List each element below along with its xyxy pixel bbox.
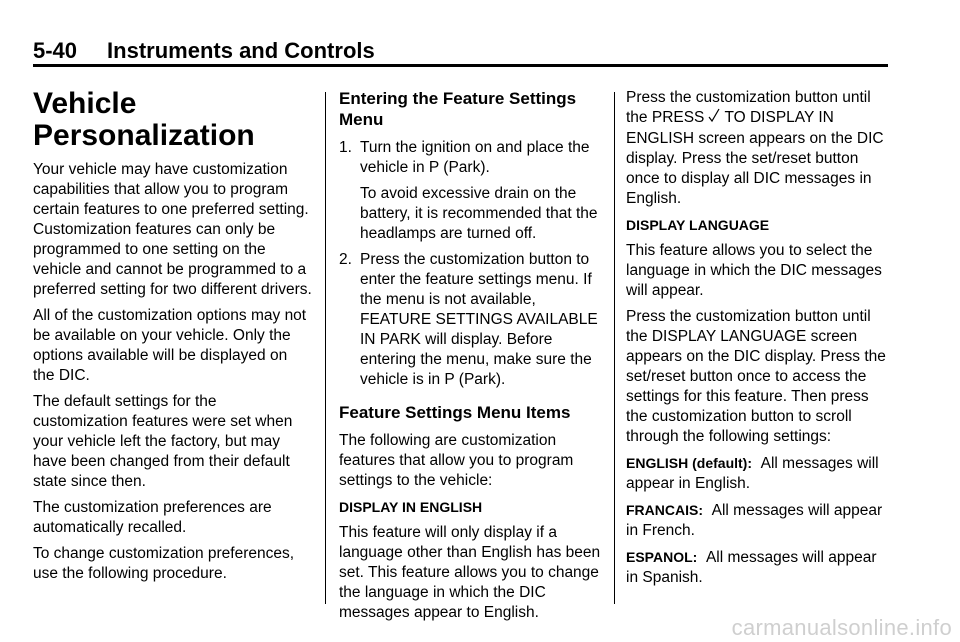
list-item: [339, 250, 603, 390]
watermark: carmanualsonline.info: [731, 615, 952, 640]
option-text: All messages will appear in French.: [626, 502, 883, 539]
option-label: ESPANOL:: [626, 549, 698, 565]
paragraph: The customization preferences are automatically recalled.: [33, 499, 272, 536]
option-text: All messages will appear in Spanish.: [626, 549, 877, 586]
paragraph: The following are customization features that allow you to program settings to the vehicle:: [339, 432, 574, 489]
paragraph: This feature allows you to select the language in which the DIC messages will appear.: [626, 242, 882, 299]
list-text: Turn the ignition on and place the vehicle in P (Park).: [360, 139, 590, 176]
column-3: [626, 88, 890, 594]
option-item: [626, 500, 890, 541]
subheading: DISPLAY IN ENGLISH: [339, 499, 483, 515]
text-run: TO DISPLAY IN ENGLISH screen appears on the DIC display. Press the set/reset button once to display all DIC messages in English.: [626, 109, 884, 207]
column-1: [33, 88, 313, 590]
list-number: 1.: [339, 139, 352, 156]
paragraph: Your vehicle may have customization capabilities that allow you to program certain features to one preferred setting. Customization features can only be programmed to one setting on the vehicle and cannot be programmed to a preferred setting for two different drivers.: [33, 161, 312, 298]
paragraph: [626, 88, 890, 209]
paragraph: All of the customization options may not be available on your vehicle. Only the options available will be displayed on the DIC.: [33, 307, 307, 384]
option-item: [626, 547, 890, 588]
paragraph: The default settings for the customization features were set when your vehicle left the factory, but may have been changed from their default state since then.: [33, 393, 293, 490]
check-mark-icon: [708, 108, 720, 129]
column-divider: [614, 92, 615, 604]
list-item: [339, 138, 603, 244]
option-text: All messages will appear in English.: [626, 455, 879, 492]
paragraph: This feature will only display if a language other than English has been set. This feature allows you to change the language in which the DIC messages appear to English.: [339, 524, 601, 621]
paragraph: Press the customization button until the DISPLAY LANGUAGE screen appears on the DIC display. Press the set/reset button once to access the settings for this feature. Then press the customization button to scroll through the following settings:: [626, 308, 886, 445]
list-subtext: To avoid excessive drain on the battery, it is recommended that the headlamps are turned off.: [360, 185, 598, 242]
paragraph: To change customization preferences, use the following procedure.: [33, 545, 295, 582]
section-heading: Feature Settings Menu Items: [339, 403, 571, 422]
text-run: Press the customization button until the PRESS: [626, 89, 871, 126]
option-label: FRANCAIS:: [626, 502, 703, 518]
subheading: DISPLAY LANGUAGE: [626, 217, 770, 233]
page-title: Vehicle Personalization: [33, 87, 255, 152]
section-title: Instruments and Controls: [107, 38, 375, 63]
section-heading: Entering the Feature Settings Menu: [339, 89, 577, 129]
option-label: ENGLISH (default):: [626, 455, 752, 471]
column-divider: [325, 92, 326, 604]
column-2: [339, 88, 603, 629]
option-item: [626, 453, 890, 494]
page-header: [33, 38, 375, 64]
page-number: 5-40: [33, 38, 78, 63]
list-number: 2.: [339, 251, 352, 268]
header-rule: [33, 64, 888, 67]
list-text: Press the customization button to enter the feature settings menu. If the menu is not available, FEATURE SETTINGS AVAILABLE IN PARK will display. Before entering the menu, make sure the vehicle is in P (Park).: [360, 251, 598, 388]
